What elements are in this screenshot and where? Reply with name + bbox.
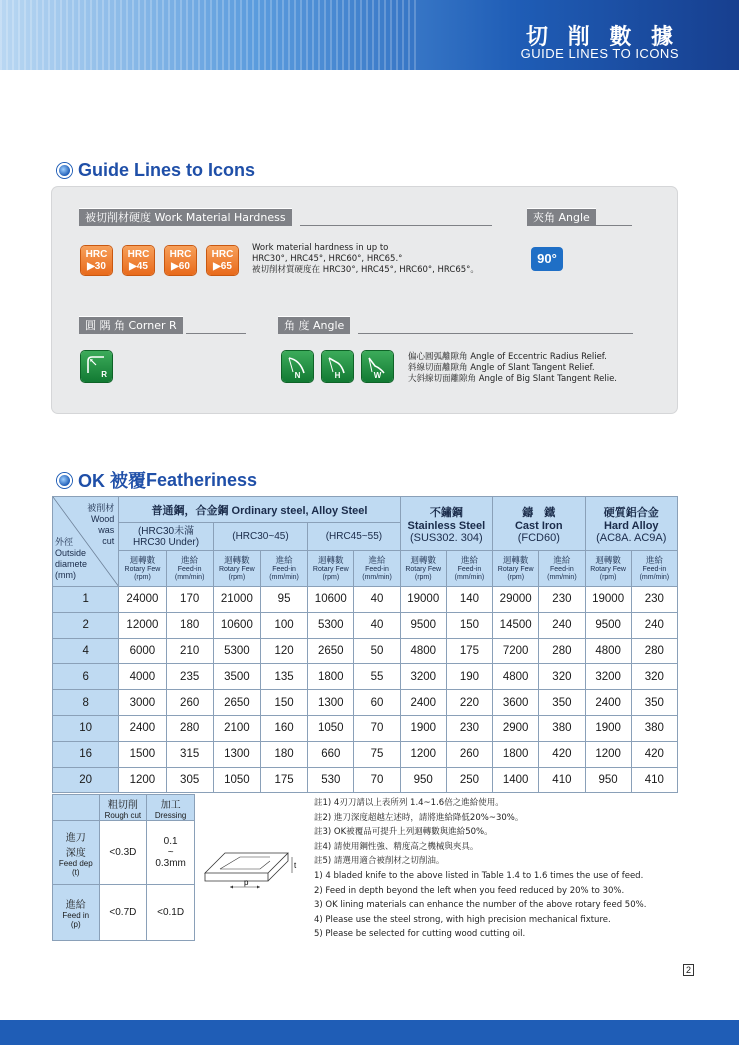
rotary-speed-cell: 660 (308, 741, 354, 767)
feed-in-cell: 140 (446, 587, 492, 613)
rotary-speed-cell: 1200 (585, 741, 631, 767)
note-line: 3) OK lining materials can enhance the number of the above rotary feed 50%. (314, 900, 647, 911)
feed-in-cell: 190 (446, 664, 492, 690)
rotary-speed-cell: 1300 (213, 741, 260, 767)
feed-in-cell: 175 (260, 767, 307, 793)
footer-bar (0, 1020, 739, 1045)
angle-n-icon: N (282, 351, 313, 382)
feed-in-cell: 280 (631, 638, 677, 664)
corner-label: 圓 隅 角 Corner R (79, 316, 183, 334)
feed-in-cell: 210 (166, 638, 213, 664)
rotary-speed-cell: 12000 (119, 612, 166, 638)
feed-in-cell: 180 (260, 741, 307, 767)
diameter-cell: 2 (53, 612, 119, 638)
feed-diagram (200, 835, 300, 895)
diameter-cell: 1 (53, 587, 119, 613)
table-row (53, 587, 678, 613)
rotary-speed-cell: 29000 (493, 587, 539, 613)
hardness-description: Work material hardness in up to HRC30°, HRC45°, HRC60°, HRC65.° 被切削材質硬度在 HRC30°, HRC45°, HRC60°, HRC65°。 (252, 243, 479, 275)
table-body (53, 587, 678, 793)
table-row (53, 612, 678, 638)
rotary-speed-cell: 1200 (119, 767, 166, 793)
feed-in-cell: 260 (166, 690, 213, 716)
feed-in-cell: 220 (446, 690, 492, 716)
rotary-speed-cell: 3500 (213, 664, 260, 690)
rotary-speed-cell: 3200 (400, 664, 446, 690)
table-row (53, 664, 678, 690)
feed-depth-dressing: 0.1 ~ 0.3mm (147, 821, 195, 885)
diameter-cell: 16 (53, 741, 119, 767)
note-line: 註4) 請使用鋼性強、精度高之機械與夾具。 (314, 841, 479, 852)
feed-in-header: 進給 Feed-in (mm/min) (166, 551, 213, 587)
bullet-icon (57, 473, 72, 488)
rotary-speed-cell: 14500 (493, 612, 539, 638)
feed-in-cell: 240 (631, 612, 677, 638)
rotary-speed-cell: 530 (308, 767, 354, 793)
rotary-speed-cell: 1300 (308, 690, 354, 716)
steel-sub-header: (HRC30未滿 HRC30 Under) (119, 523, 213, 551)
rotary-speed-header: 迴轉數 Rotary Few (rpm) (493, 551, 539, 587)
page-number: 2 (683, 964, 694, 976)
feed-in-cell: 75 (354, 741, 400, 767)
feed-in-cell: 70 (354, 767, 400, 793)
feed-in-cell: 230 (446, 715, 492, 741)
diameter-cell: 20 (53, 767, 119, 793)
hrc30-icon: HRC ▶30 (81, 246, 112, 275)
group-header-stainless: 不鏽鋼 Stainless Steel (SUS302. 304) (400, 497, 492, 551)
rotary-speed-cell: 1800 (493, 741, 539, 767)
rotary-speed-cell: 1800 (308, 664, 354, 690)
rotary-speed-cell: 10600 (213, 612, 260, 638)
rotary-speed-header: 迴轉數 Rotary Few (rpm) (213, 551, 260, 587)
feed-in-cell: 235 (166, 664, 213, 690)
feed-in-cell: 380 (539, 715, 585, 741)
feed-in-cell: 410 (539, 767, 585, 793)
rotary-speed-cell: 21000 (213, 587, 260, 613)
table-row (53, 741, 678, 767)
rotary-speed-header: 迴轉數 Rotary Few (rpm) (585, 551, 631, 587)
featheriness-section-title: OK 被覆 Featheriness (57, 467, 257, 493)
corner-r-icon: R (81, 351, 112, 382)
table-row (53, 715, 678, 741)
feed-in-cell: 50 (354, 638, 400, 664)
feed-in-cell: 350 (539, 690, 585, 716)
rotary-speed-header: 迴轉數 Rotary Few (rpm) (400, 551, 446, 587)
feed-in-cell: 305 (166, 767, 213, 793)
feed-in-cell: 280 (166, 715, 213, 741)
header-banner (0, 0, 739, 70)
feed-in-cell: 95 (260, 587, 307, 613)
rotary-speed-cell: 7200 (493, 638, 539, 664)
group-header-cast-iron: 鑄 鐵 Cast Iron (FCD60) (493, 497, 585, 551)
feed-in-header: 進給 Feed-in (mm/min) (354, 551, 400, 587)
angle-90-icon: 90° (531, 247, 563, 271)
rotary-speed-cell: 5300 (213, 638, 260, 664)
table-row (53, 638, 678, 664)
angle2-label: 角 度 Angle (278, 316, 350, 334)
note-line: 註1) 4刃刀請以上表所列 1.4~1.6倍之進給使用。 (314, 798, 504, 808)
feed-in-cell: 410 (631, 767, 677, 793)
feed-in-header: 進給 Feed-in (mm/min) (539, 551, 585, 587)
feed-in-cell: 180 (166, 612, 213, 638)
feed-in-cell: 120 (260, 638, 307, 664)
guide-section-title: Guide Lines to Icons (57, 160, 255, 181)
group-header-hard-alloy: 硬質鋁合金 Hard Alloy (AC8A. AC9A) (585, 497, 678, 551)
feed-in-cell: 60 (354, 690, 400, 716)
table-row (53, 767, 678, 793)
note-line: 2) Feed in depth beyond the left when you feed reduced by 20% to 30%. (314, 885, 625, 896)
rotary-speed-header: 迴轉數 Rotary Few (rpm) (308, 551, 354, 587)
divider (358, 333, 633, 334)
rotary-speed-cell: 3600 (493, 690, 539, 716)
note-line: 註5) 請選用適合被削材之切削油。 (314, 856, 445, 867)
rotary-speed-cell: 9500 (585, 612, 631, 638)
diagram-p-label: p (244, 878, 249, 887)
bullet-icon (57, 163, 72, 178)
hrc65-icon: HRC ▶65 (207, 246, 238, 275)
rotary-speed-cell: 4000 (119, 664, 166, 690)
rotary-speed-cell: 2650 (213, 690, 260, 716)
rough-cut-header: 粗切削 Rough cut (99, 795, 147, 821)
rotary-speed-cell: 1050 (213, 767, 260, 793)
feed-in-cell: 240 (539, 612, 585, 638)
note-line: 4) Please use the steel strong, with high precision mechanical fixture. (314, 914, 611, 925)
note-line: 1) 4 bladed knife to the above listed in Table 1.4 to 1.6 times the use of feed. (314, 870, 644, 881)
page-title: 切 削 數 據 (526, 25, 679, 50)
group-header-steel: 普通鋼，合金鋼 Ordinary steel, Alloy Steel (119, 497, 400, 523)
rotary-speed-cell: 1500 (119, 741, 166, 767)
rotary-speed-cell: 19000 (585, 587, 631, 613)
rotary-speed-cell: 9500 (400, 612, 446, 638)
angle-h-icon: H (322, 351, 353, 382)
feed-in-cell: 135 (260, 664, 307, 690)
rotary-speed-cell: 2650 (308, 638, 354, 664)
rotary-speed-cell: 10600 (308, 587, 354, 613)
rotary-speed-cell: 1900 (400, 715, 446, 741)
divider (186, 333, 246, 334)
feed-in-cell: 315 (166, 741, 213, 767)
feed-in-cell: 380 (631, 715, 677, 741)
rotary-speed-cell: 3000 (119, 690, 166, 716)
rotary-speed-cell: 4800 (400, 638, 446, 664)
notes-block (314, 796, 646, 942)
rotary-speed-cell: 4800 (585, 638, 631, 664)
rotary-speed-cell: 2400 (585, 690, 631, 716)
rotary-speed-cell: 2400 (400, 690, 446, 716)
feed-in-cell: 40 (354, 612, 400, 638)
unit-header-row (53, 551, 678, 587)
diagram-t-label: t (294, 861, 297, 870)
rotary-speed-cell: 3200 (585, 664, 631, 690)
feed-in-cell: 40 (354, 587, 400, 613)
rotary-speed-cell: 19000 (400, 587, 446, 613)
rotary-speed-cell: 4800 (493, 664, 539, 690)
hardness-label: 被切削材硬度 Work Material Hardness (79, 208, 292, 226)
feed-in-header: 進給 Feed-in (mm/min) (260, 551, 307, 587)
rotary-speed-cell: 1050 (308, 715, 354, 741)
rotary-speed-cell: 950 (585, 767, 631, 793)
angle-w-icon: W (362, 351, 393, 382)
rotary-speed-cell: 2100 (213, 715, 260, 741)
diameter-cell: 8 (53, 690, 119, 716)
feed-in-cell: 280 (539, 638, 585, 664)
feed-in-rough: <0.7D (99, 885, 147, 941)
feed-depth-table (52, 794, 195, 941)
feed-in-label: 進給 Feed in (p) (53, 885, 100, 941)
feed-in-cell: 320 (539, 664, 585, 690)
feed-in-cell: 250 (446, 767, 492, 793)
feed-in-cell: 420 (539, 741, 585, 767)
diameter-cell: 6 (53, 664, 119, 690)
diameter-cell: 10 (53, 715, 119, 741)
hrc45-icon: HRC ▶45 (123, 246, 154, 275)
rotary-speed-cell: 5300 (308, 612, 354, 638)
feed-in-cell: 55 (354, 664, 400, 690)
feed-in-cell: 350 (631, 690, 677, 716)
feed-in-cell: 70 (354, 715, 400, 741)
rotary-speed-cell: 1900 (585, 715, 631, 741)
feed-in-cell: 175 (446, 638, 492, 664)
divider (300, 225, 492, 226)
steel-sub-header: (HRC45~55) (308, 523, 400, 551)
feed-in-cell: 230 (631, 587, 677, 613)
feed-in-cell: 100 (260, 612, 307, 638)
feed-in-cell: 260 (446, 741, 492, 767)
divider (594, 225, 632, 226)
diameter-cell: 4 (53, 638, 119, 664)
feed-in-header: 進給 Feed-in (mm/min) (446, 551, 492, 587)
feed-in-cell: 150 (446, 612, 492, 638)
angle-description: 偏心圓弧離隙角 Angle of Eccentric Radius Relief. 斜線切面離隙角 Angle of Slant Tangent Relief. 大斜線切面離隙角 Angle of Big Slant Tangent Relie. (408, 352, 618, 384)
steel-sub-header: (HRC30~45) (213, 523, 307, 551)
feed-depth-rough: <0.3D (99, 821, 147, 885)
rotary-speed-cell: 1400 (493, 767, 539, 793)
feed-in-cell: 150 (260, 690, 307, 716)
feed-in-cell: 160 (260, 715, 307, 741)
table-corner (53, 795, 100, 821)
note-line: 註2) 進刀深度超越左述時，請將進給降低20%~30%。 (314, 812, 524, 823)
rotary-speed-cell: 24000 (119, 587, 166, 613)
feed-in-cell: 420 (631, 741, 677, 767)
feed-in-header: 進給 Feed-in (mm/min) (631, 551, 677, 587)
feed-depth-label: 進刀 深度 Feed dep (t) (53, 821, 100, 885)
rotary-speed-cell: 950 (400, 767, 446, 793)
feed-in-dressing: <0.1D (147, 885, 195, 941)
dressing-header: 加工 Dressing (147, 795, 195, 821)
angle-label: 夾角 Angle (527, 208, 596, 226)
note-line: 5) Please be selected for cutting wood cutting oil. (314, 929, 526, 940)
rotary-speed-cell: 2400 (119, 715, 166, 741)
table-corner-header: 被削材 Wood was cut 外徑 Outside diamete (mm) (53, 497, 119, 587)
hrc60-icon: HRC ▶60 (165, 246, 196, 275)
banner-stripes (0, 0, 420, 70)
rotary-speed-cell: 2900 (493, 715, 539, 741)
rotary-speed-cell: 6000 (119, 638, 166, 664)
table-row (53, 690, 678, 716)
note-line: 註3) OK被覆品可提升上列迴轉數與進給50%。 (314, 827, 493, 838)
page-subtitle: GUIDE LINES TO ICONS (520, 46, 679, 61)
cutting-data-table (52, 496, 678, 793)
rotary-speed-cell: 1200 (400, 741, 446, 767)
feed-in-cell: 230 (539, 587, 585, 613)
feed-in-cell: 320 (631, 664, 677, 690)
feed-in-cell: 170 (166, 587, 213, 613)
rotary-speed-header: 迴轉數 Rotary Few (rpm) (119, 551, 166, 587)
